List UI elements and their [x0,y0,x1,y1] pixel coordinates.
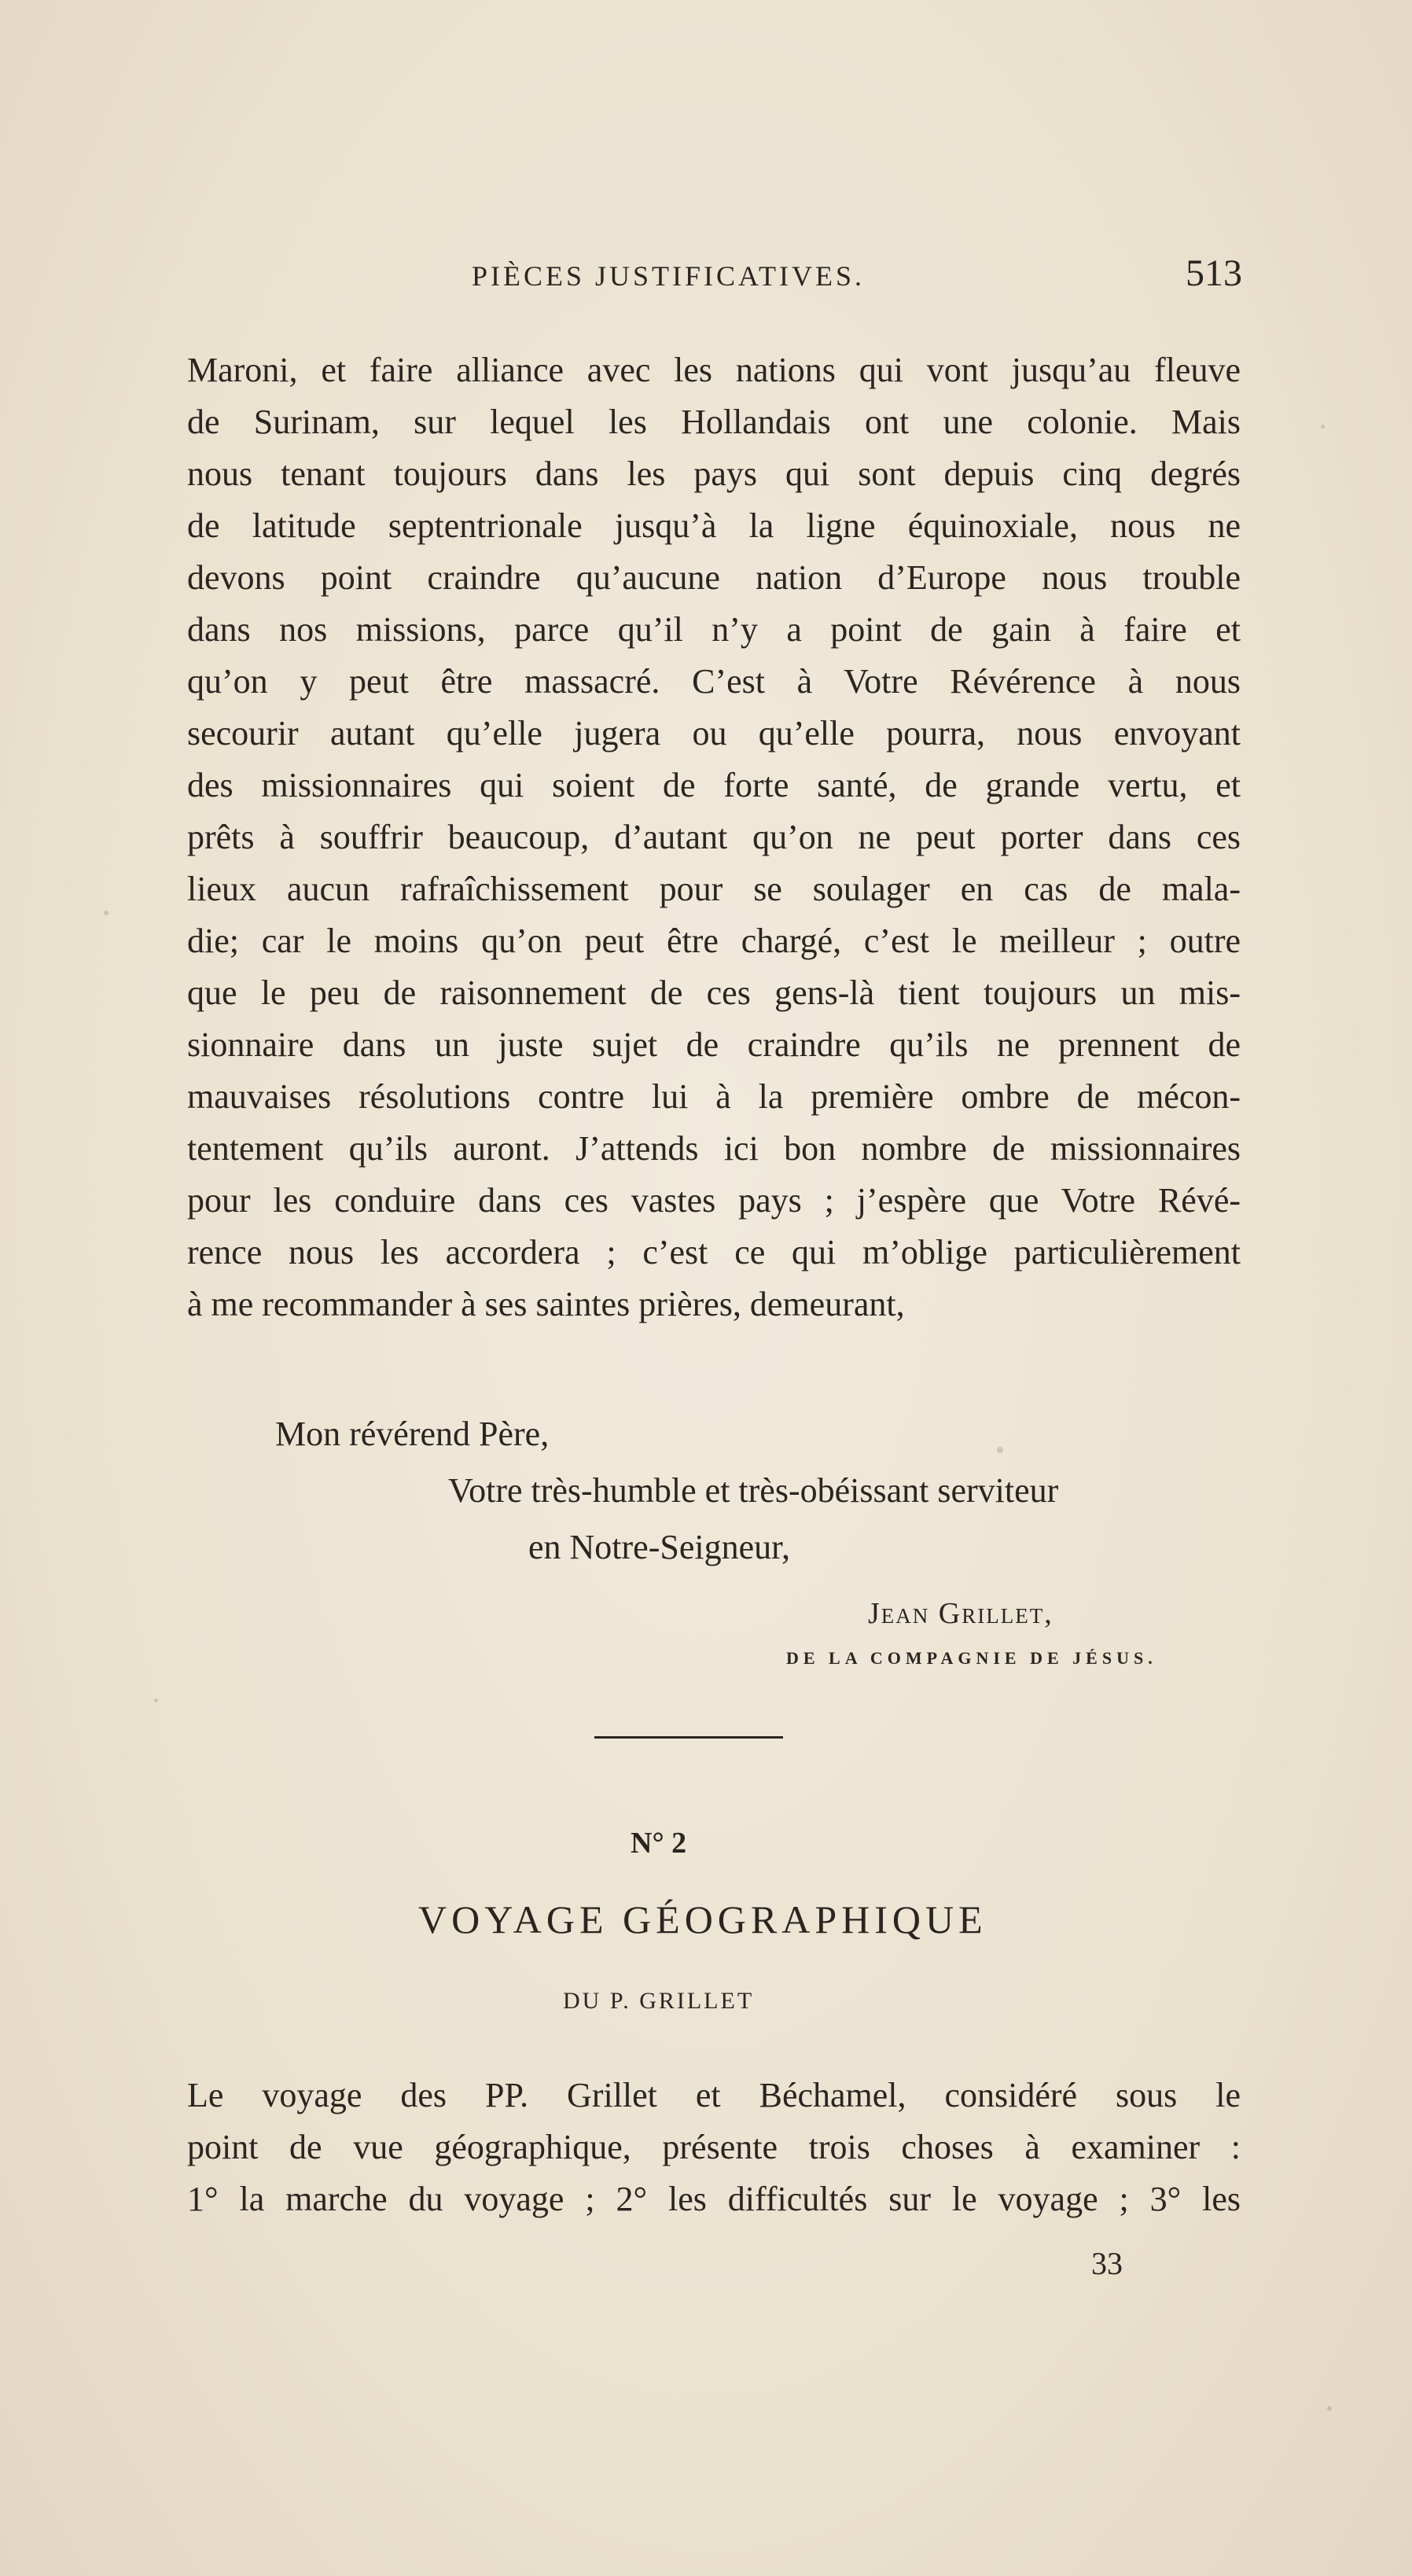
paper-speck [154,1698,158,1702]
text-line: point de vue géographique, présente trois choses à examiner : [187,2128,1241,2166]
closing-line: en Notre-Seigneur, [528,1528,791,1566]
document-number: N° 2 [631,1827,687,1860]
text-line: de latitude septentrionale jusqu’à la ligne équinoxiale, nous ne [187,506,1241,545]
paper-speck [104,911,108,915]
text-line: die; car le moins qu’on peut être chargé, c’est le meilleur ; outre [187,922,1241,960]
paper-speck [997,1447,1003,1453]
text-line: de Surinam, sur lequel les Hollandais ont une colonie. Mais [187,403,1241,441]
signature: Jean Grillet, [868,1597,1053,1630]
text-line: Maroni, et faire alliance avec les nations qui vont jusqu’au fleuve [187,351,1241,389]
text-line: secourir autant qu’elle jugera ou qu’elle pourra, nous envoyant [187,714,1241,753]
text-line: sionnaire dans un juste sujet de craindre qu’ils ne prennent de [187,1025,1241,1064]
text-line: nous tenant toujours dans les pays qui sont depuis cinq degrés [187,454,1241,493]
text-line: qu’on y peut être massacré. C’est à Votre Révérence à nous [187,662,1241,701]
paper-speck [1327,2406,1332,2411]
page-number: 513 [1186,252,1242,294]
text-line: prêts à souffrir beaucoup, d’autant qu’on ne peut porter dans ces [187,818,1241,856]
letter-body [187,344,1241,1330]
running-head: PIÈCES JUSTIFICATIVES. [472,260,866,292]
text-line: devons point craindre qu’aucune nation d’Europe nous trouble [187,558,1241,597]
text-line: dans nos missions, parce qu’il n’y a point de gain à faire et [187,610,1241,649]
affiliation: DE LA COMPAGNIE DE JÉSUS. [786,1648,1157,1668]
section-title: VOYAGE GÉOGRAPHIQUE [418,1897,987,1941]
text-line: des missionnaires qui soient de forte santé, de grande vertu, et [187,766,1241,804]
printer-signature-mark: 33 [1091,2246,1123,2281]
section-subtitle: DU P. GRILLET [563,1988,755,2014]
closing-line: Votre très-humble et très-obéissant serviteur [448,1471,1059,1510]
text-line: mauvaises résolutions contre lui à la première ombre de mécon- [187,1077,1241,1116]
text-line: 1° la marche du voyage ; 2° les difficultés sur le voyage ; 3° les [187,2180,1241,2218]
section-divider [594,1736,783,1739]
text-line: Le voyage des PP. Grillet et Béchamel, considéré sous le [187,2076,1241,2114]
text-line: à me recommander à ses saintes prières, demeurant, [187,1285,905,1323]
text-line: pour les conduire dans ces vastes pays ; j’espère que Votre Révé- [187,1181,1241,1220]
paper-speck [1321,425,1325,429]
salutation: Mon révérend Père, [275,1415,550,1453]
text-line: rence nous les accordera ; c’est ce qui m’oblige particulièrement [187,1233,1241,1271]
text-line: que le peu de raisonnement de ces gens-là tient toujours un mis- [187,973,1241,1012]
text-line: lieux aucun rafraîchissement pour se soulager en cas de mala- [187,870,1241,908]
text-line: tentement qu’ils auront. J’attends ici bon nombre de missionnaires [187,1129,1241,1168]
section-body [187,2070,1241,2225]
